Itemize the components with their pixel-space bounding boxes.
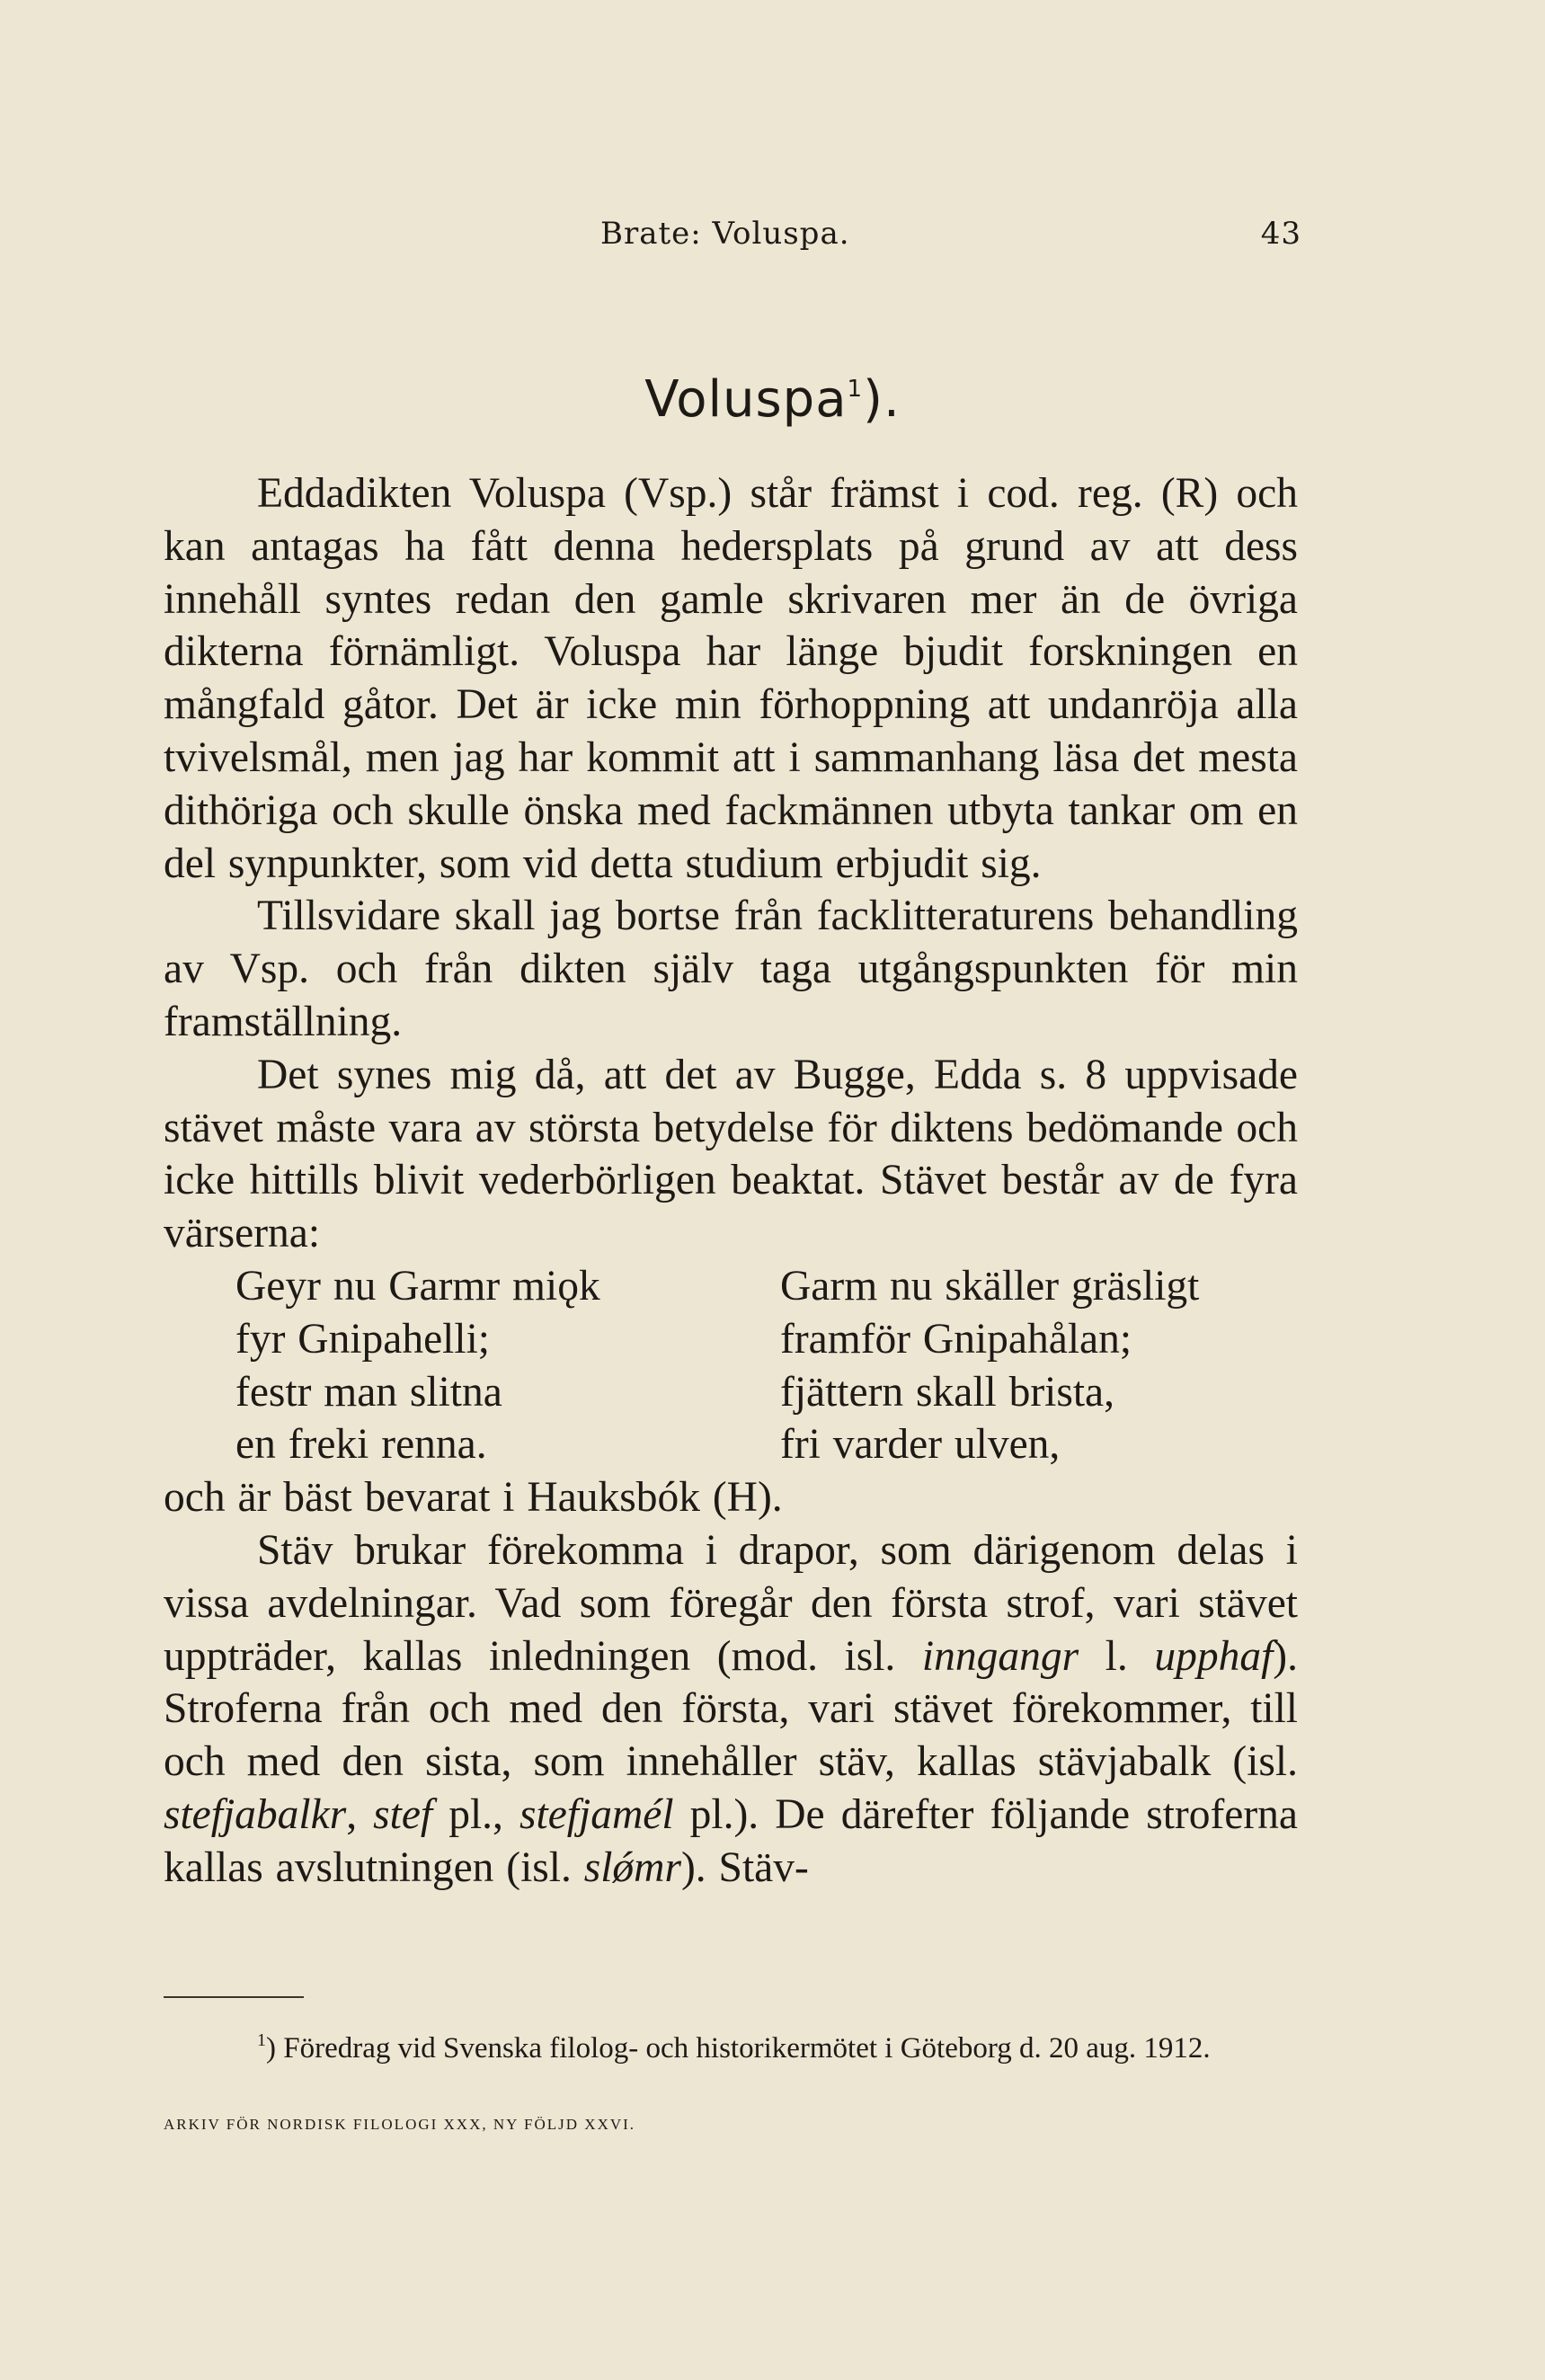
term-stefjabalkr: stefjabalkr bbox=[164, 1790, 347, 1838]
verse-left-line-1: Geyr nu Garmr miǫk bbox=[235, 1262, 600, 1310]
verse-left-line-2: fyr Gnipahelli; bbox=[235, 1315, 490, 1363]
paragraph-5-text-2: l. bbox=[1079, 1632, 1155, 1680]
paragraph-5-text-3: ). Stroferna från och med den första, vari stävet förekommer, till och med den sista, som innehåller stäv, kallas stävjabalk (isl. bbox=[164, 1632, 1298, 1786]
paragraph-5-text-1: Stäv brukar förekomma i drapor, som därigenom delas i vissa avdelningar. Vad som föregår den första strof, vari stävet uppträder, kallas inledningen (mod. isl. bbox=[164, 1526, 1298, 1680]
paragraph-5-text-4: , bbox=[346, 1790, 374, 1838]
paragraph-continuation: och är bäst bevarat i Hauksbók (H). bbox=[164, 1474, 783, 1522]
running-title: Brate: Voluspa. bbox=[600, 216, 850, 252]
refrain-verse bbox=[164, 1260, 1298, 1471]
verse-right-line-4: fri varder ulven, bbox=[780, 1421, 1061, 1469]
paragraph-1: Eddadikten Voluspa (Vsp.) står främst i cod. reg. (R) och kan antagas ha fått denna hedersplats på grund av att dess innehåll syntes redan den gamle skrivaren mer än de övriga dikterna förnämligt. Voluspa har länge bjudit forskningen en mångfald gåtor. Det är icke min förhoppning att undanröja alla tvivelsmål, men jag har kommit att i sammanhang läsa det mesta dithöriga och skulle önska med fackmännen utbyta tankar om en del synpunkter, som vid detta studium erbjudit sig. bbox=[164, 470, 1298, 887]
term-inngangr: inngangr bbox=[921, 1632, 1079, 1680]
footnote bbox=[164, 2020, 1298, 2068]
paragraph-2: Tillsvidare skall jag bortse från facklitteraturens behandling av Vsp. och från dikten själv taga utgångspunkten för min framställning. bbox=[164, 892, 1298, 1045]
term-stefjamel: stefjamél bbox=[519, 1790, 674, 1838]
article-title-text: Voluspa bbox=[644, 370, 848, 429]
footnote-text: ) Föredrag vid Svenska filolog- och historikermötet i Göteborg d. 20 aug. 1912. bbox=[266, 2032, 1211, 2065]
article-title bbox=[0, 370, 1545, 429]
body-text bbox=[164, 467, 1298, 1895]
title-suffix: ). bbox=[863, 370, 901, 429]
paragraph-5 bbox=[164, 1524, 1298, 1895]
verse-left-line-4: en freki renna. bbox=[235, 1421, 487, 1469]
verse-right-line-3: fjättern skall brista, bbox=[780, 1368, 1115, 1416]
printer-signature: ARKIV FÖR NORDISK FILOLOGI XXX, NY FÖLJD XXVI. bbox=[164, 2116, 636, 2133]
verse-left-line-3: festr man slitna bbox=[235, 1368, 502, 1416]
term-stef: stef bbox=[373, 1790, 433, 1838]
paragraph-5-text-6: pl.). De därefter följande stroferna kallas avslutningen (isl. bbox=[164, 1790, 1299, 1891]
term-upphaf: upphaf bbox=[1154, 1632, 1274, 1680]
verse-right-line-2: framför Gnipahålan; bbox=[780, 1315, 1132, 1363]
title-footnote-mark: 1 bbox=[847, 376, 864, 403]
page-header bbox=[600, 216, 1301, 261]
page-number: 43 bbox=[1260, 216, 1301, 252]
footnote-divider bbox=[164, 1996, 304, 1998]
paragraph-5-text-5: pl., bbox=[432, 1790, 520, 1838]
paragraph-3: Det synes mig då, att det av Bugge, Edda s. 8 uppvisade stävet måste vara av största betydelse för diktens bedömande och icke hittills blivit vederbörligen beaktat. Stävet består av de fyra värserna: bbox=[164, 1051, 1298, 1257]
term-slomr: slǿmr bbox=[583, 1843, 681, 1891]
footnote-mark: 1 bbox=[257, 2030, 266, 2050]
paragraph-5-text-7: ). Stäv- bbox=[680, 1843, 809, 1891]
verse-right-line-1: Garm nu skäller gräsligt bbox=[780, 1262, 1200, 1310]
